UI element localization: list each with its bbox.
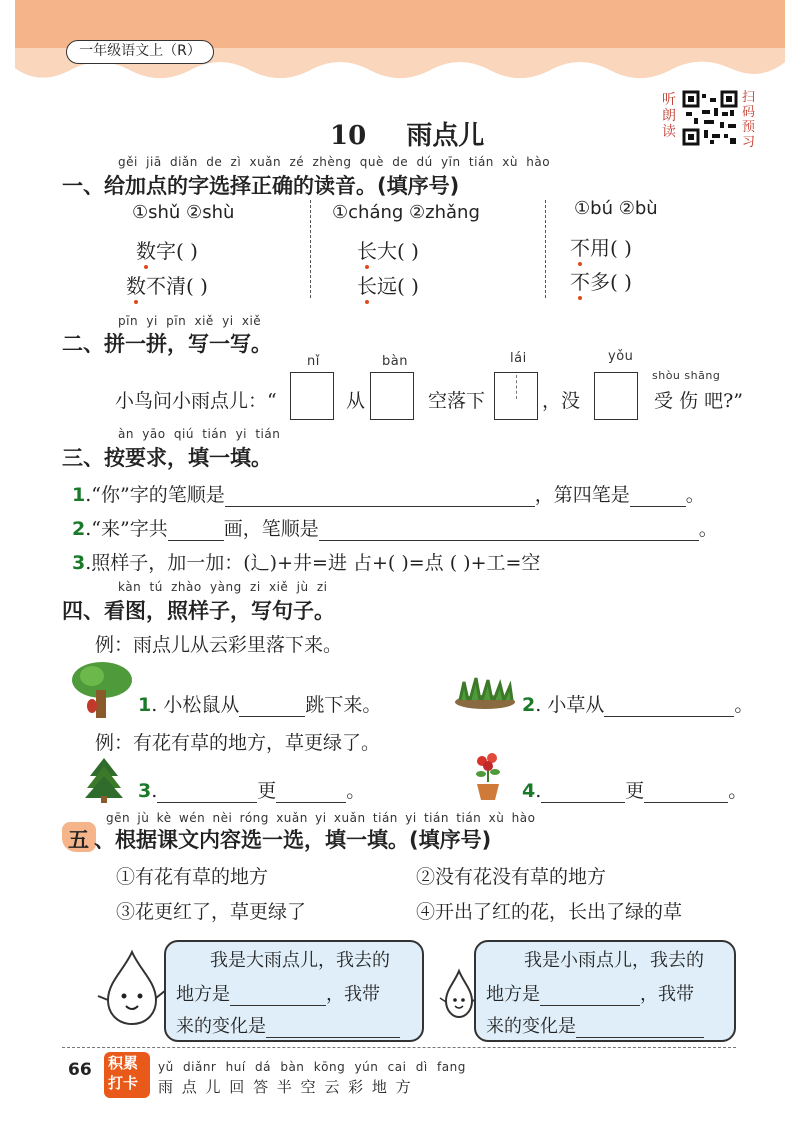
big-blank-change[interactable] — [266, 1020, 400, 1038]
s5-badge: 五 — [68, 828, 89, 852]
s4-pinyin: kàn tú zhào yàng zi xiě jù zi — [118, 580, 328, 594]
s3-q1: 1.“你”字的笔顺是 ，第四笔是 。 — [72, 484, 705, 506]
pine-tree-icon — [84, 756, 124, 804]
s4-q1-blank[interactable] — [239, 699, 305, 717]
s1-divider-1 — [310, 200, 311, 298]
s2-text-end: 受 伤 吧?” — [654, 390, 743, 412]
footer-words: 雨 点 儿 回 答 半 空 云 彩 地 方 — [158, 1078, 413, 1096]
grass-icon — [454, 676, 516, 710]
tree-squirrel-icon — [70, 660, 134, 720]
big-line-1: 我是大雨点儿，我去的 — [210, 950, 390, 971]
s3-heading: 三、按要求，填一填。 — [62, 446, 272, 470]
big-line-2: 地方是 ，我带 — [176, 984, 380, 1005]
big-line-3: 来的变化是 — [176, 1012, 400, 1038]
lesson-title — [330, 115, 484, 152]
py-ni: nǐ — [307, 354, 320, 369]
small-line-1: 我是小雨点儿，我去的 — [524, 950, 704, 971]
qr-label-preview: 扫码预习 — [742, 90, 756, 150]
qr-label-listen: 听朗读 — [662, 92, 676, 140]
py-lai: lái — [510, 351, 527, 366]
s4-q4-blank-b[interactable] — [644, 785, 728, 803]
s5-option-2: ②没有花没有草的地方 — [416, 866, 607, 888]
s4-example-2: 例：有花有草的地方，草更绿了。 — [95, 732, 381, 754]
s4-q4: 4. 更 。 — [522, 780, 748, 802]
s1-item-shuzi: 数字( ) — [136, 239, 198, 263]
s3-q1-blank-order[interactable] — [225, 489, 535, 507]
s4-example-1: 例：雨点儿从云彩里落下来。 — [95, 634, 343, 656]
lesson-number: 10 — [330, 121, 367, 151]
s1-item-changyuan: 长远( ) — [357, 274, 419, 298]
s1-heading: 一、给加点的字选择正确的读音。(填序号) — [62, 174, 460, 198]
s5-option-4: ④开出了红的花，长出了绿的草 — [416, 901, 683, 923]
s3-q2: 2.“来”字共 画，笔顺是 。 — [72, 518, 718, 540]
qr-code-icon[interactable] — [682, 90, 738, 146]
page-number: 66 — [68, 1060, 92, 1080]
s5-heading: 、根据课文内容选一选，填一填。(填序号) — [94, 828, 492, 852]
write-box-you[interactable] — [594, 372, 638, 420]
s4-heading: 四、看图，照样子，写句子。 — [62, 599, 335, 623]
s2-text-mei: ，没 — [542, 390, 581, 412]
s3-q3: 3.照样子，加一加：(辶)+井=进 占+( )=点 ( )+工=空 — [72, 552, 541, 574]
s2-text-cong: 从 — [346, 390, 366, 412]
s1-options-chang: ①cháng ②zhǎng — [332, 202, 480, 223]
s1-options-shu: ①shǔ ②shù — [132, 202, 235, 223]
write-box-ni[interactable] — [290, 372, 334, 420]
s4-q3-blank-a[interactable] — [157, 785, 257, 803]
s5-option-3: ③花更红了，草更绿了 — [116, 901, 307, 923]
footer-rule — [62, 1047, 736, 1048]
s5-pinyin: gēn jù kè wén nèi róng xuǎn yi xuǎn tián yi tián tián xù hào — [106, 811, 536, 825]
footer-pinyin: yǔ diǎnr huí dá bàn kōng yún cai dì fang — [158, 1060, 466, 1074]
py-shoushang: shòu shāng — [652, 369, 721, 382]
s4-q3-blank-b[interactable] — [276, 785, 346, 803]
s1-item-zhangda: 长大( ) — [357, 239, 419, 263]
flower-pot-icon — [472, 752, 504, 802]
write-box-ban[interactable] — [370, 372, 414, 420]
footer-badge-line-1: 积累 — [108, 1054, 139, 1072]
s2-pinyin: pīn yi pīn xiě yi xiě — [118, 314, 262, 328]
big-raindrop-icon — [94, 948, 170, 1030]
s3-q2-blank-order[interactable] — [319, 523, 699, 541]
small-blank-place[interactable] — [540, 988, 640, 1006]
small-line-2: 地方是 ，我带 — [486, 984, 694, 1005]
book-label: 一年级语文上（R） — [66, 40, 214, 64]
big-blank-place[interactable] — [230, 988, 326, 1006]
small-blank-change[interactable] — [576, 1020, 704, 1038]
s5-option-1: ①有花有草的地方 — [116, 866, 269, 888]
s1-divider-2 — [545, 200, 546, 298]
s3-q2-blank-strokes[interactable] — [168, 523, 224, 541]
s1-item-shubuqing: 数不清( ) — [126, 274, 208, 298]
py-ban: bàn — [382, 354, 408, 369]
s1-item-buduo: 不多( ) — [570, 270, 632, 294]
s2-text-start: 小鸟问小雨点儿：“ — [115, 390, 277, 412]
write-box-lai-guide — [516, 375, 517, 399]
s1-pinyin: gěi jiā diǎn de zì xuǎn zé zhèng què de dú yīn tián xù hào — [118, 155, 551, 169]
s4-q2: 2. 小草从 。 — [522, 694, 754, 716]
s1-options-bu: ①bú ②bù — [574, 198, 658, 219]
s4-q3: 3. 更 。 — [138, 780, 366, 802]
s3-pinyin: àn yāo qiú tián yi tián — [118, 427, 281, 441]
py-you: yǒu — [608, 349, 634, 364]
s4-q4-blank-a[interactable] — [541, 785, 625, 803]
s4-q2-blank[interactable] — [604, 699, 734, 717]
s4-q1: 1. 小松鼠从 跳下来。 — [138, 694, 382, 716]
s2-text-kongluoxia: 空落下 — [428, 390, 486, 412]
s1-item-buyong: 不用( ) — [570, 236, 632, 260]
footer-badge-line-2: 打卡 — [108, 1074, 139, 1092]
s2-heading: 二、拼一拼，写一写。 — [62, 332, 272, 356]
small-line-3: 来的变化是 — [486, 1012, 704, 1038]
lesson-name: 雨点儿 — [406, 121, 485, 151]
s3-q1-blank-fourth[interactable] — [630, 489, 686, 507]
